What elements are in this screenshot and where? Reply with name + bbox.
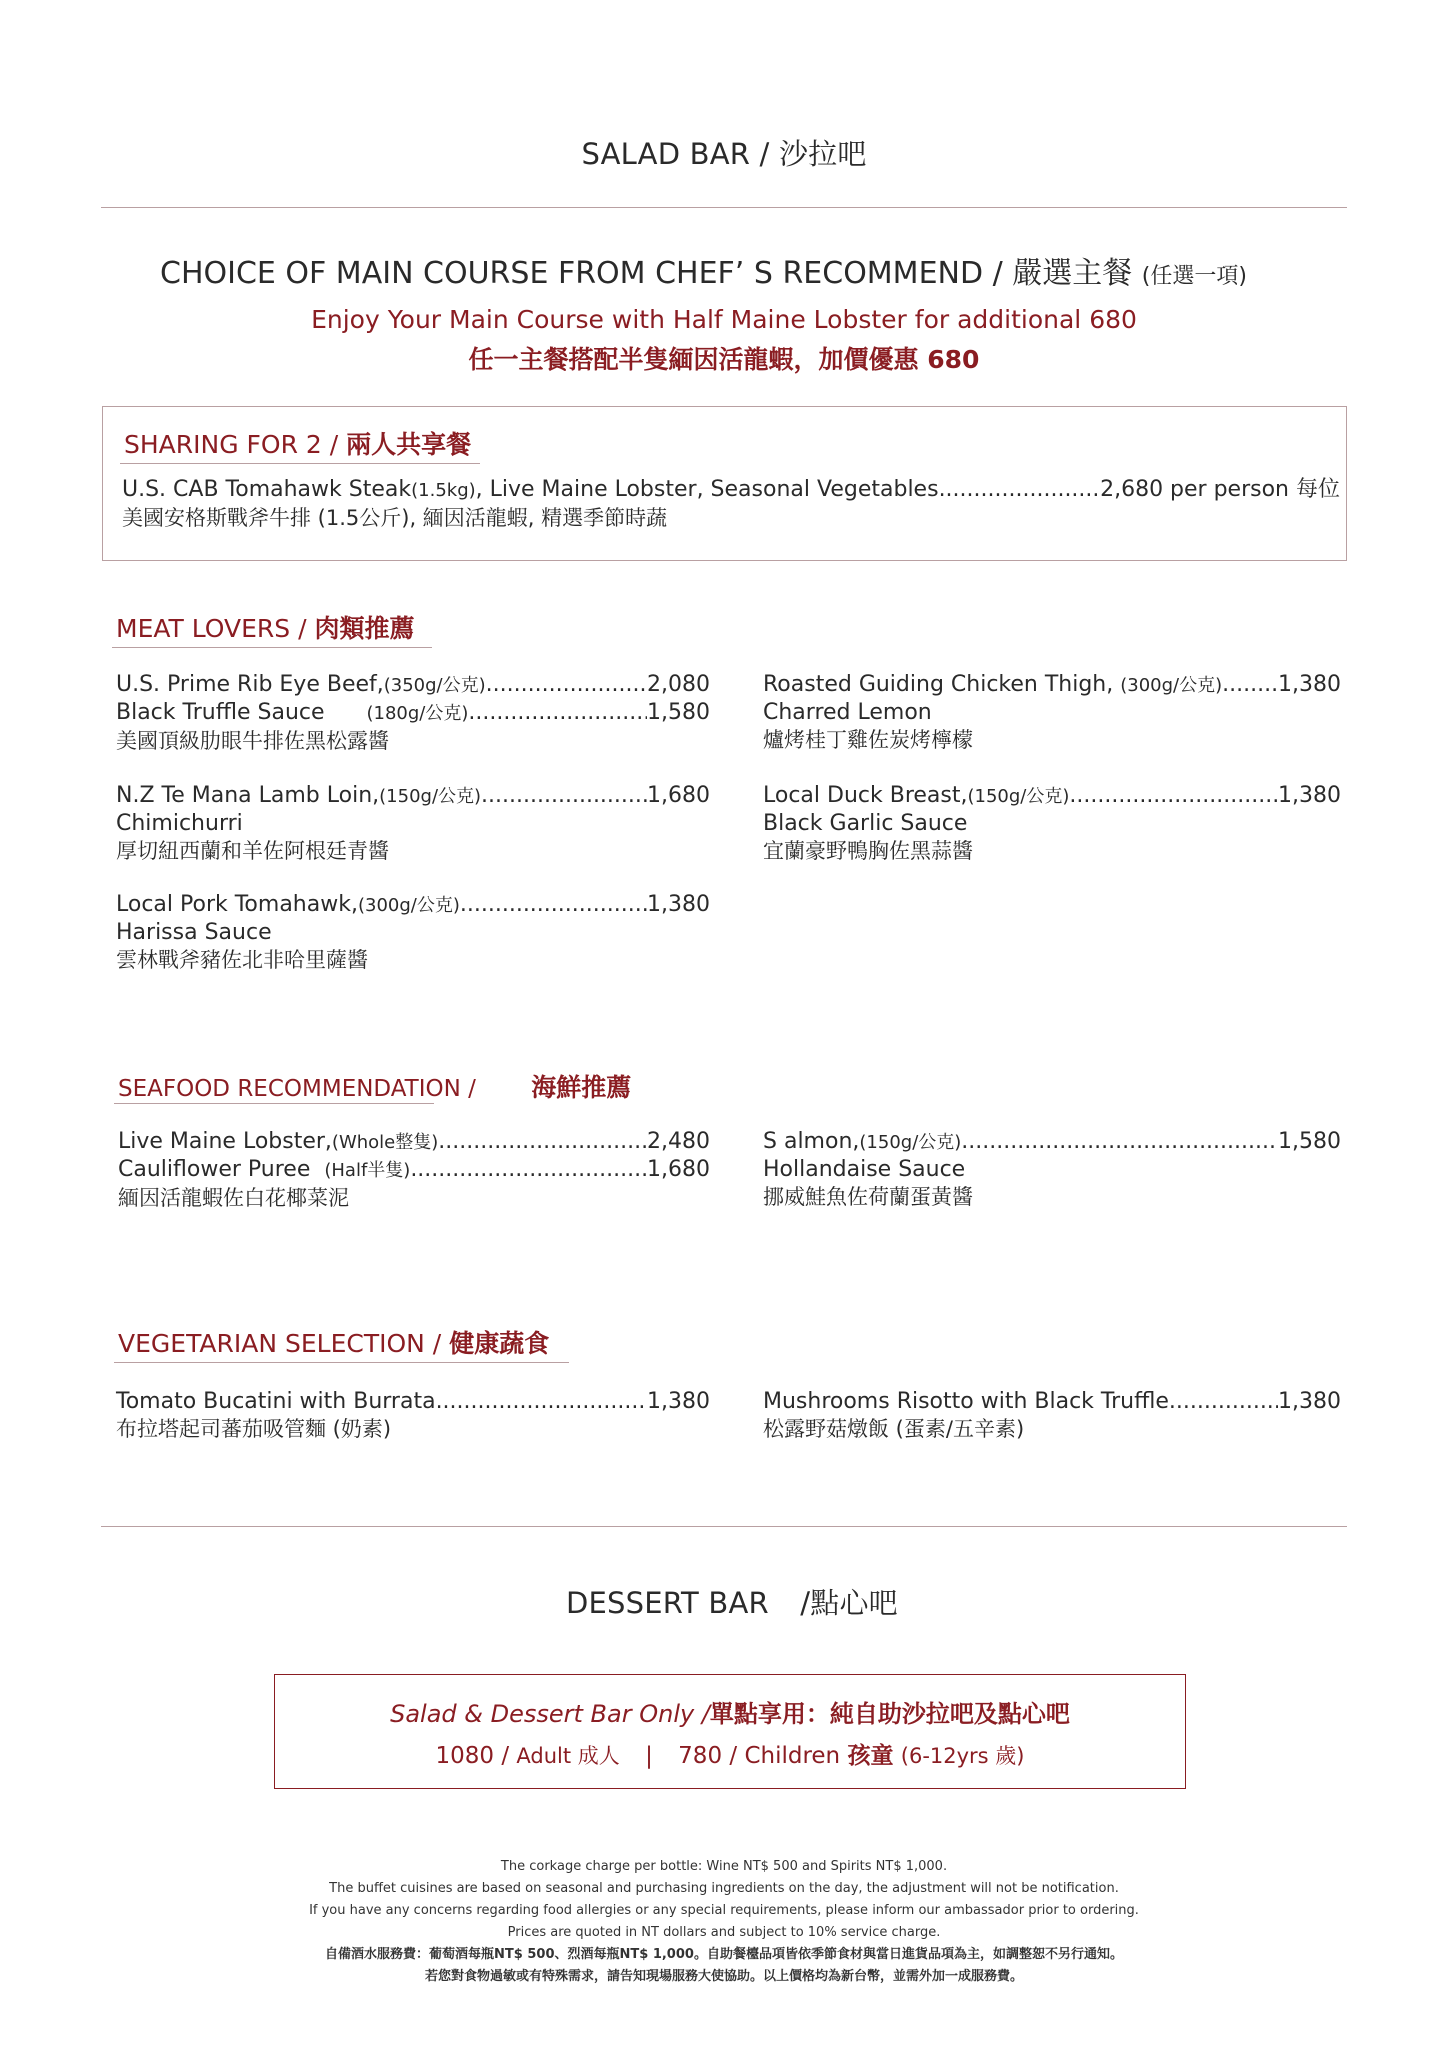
menu-item-duck: Local Duck Breast,(150g/公克) ..... 1,380 Black Garlic Sauce 宜蘭豪野鴨胸佐黑蒜醬 bbox=[763, 782, 1341, 865]
main-course-title-note: (任選一項) bbox=[1141, 264, 1247, 289]
dessert-bar-title-en: DESSERT BAR bbox=[566, 1586, 769, 1620]
lobster-offer-en: Enjoy Your Main Course with Half Maine Lobster for additional 680 bbox=[311, 305, 1137, 334]
bar-only-adult-label: Adult 成人 bbox=[516, 1744, 620, 1768]
vegetarian-heading-en: VEGETARIAN SELECTION / bbox=[118, 1329, 442, 1358]
seafood-heading-en: SEAFOOD RECOMMENDATION / bbox=[118, 1076, 476, 1102]
bar-only-adult-price: 1080 / bbox=[435, 1743, 510, 1769]
bar-only-line1 bbox=[274, 1694, 1186, 1729]
vegetarian-heading-zh: 健康蔬食 bbox=[449, 1329, 550, 1358]
sharing-heading-underline bbox=[120, 463, 480, 464]
menu-item-lobster: Live Maine Lobster,(Whole整隻) ..... 2,480 Cauliflower Puree (Half半隻) ..... 1,680 緬因活龍蝦佐白花椰菜泥 bbox=[118, 1128, 710, 1212]
menu-item-risotto: Mushrooms Risotto with Black Truffle ..... 1,380 松露野菇燉飯 (蛋素/五辛素) bbox=[763, 1388, 1341, 1443]
main-course-title-text: CHOICE OF MAIN COURSE FROM CHEF’ S RECOMMEND / 嚴選主餐 bbox=[160, 256, 1133, 291]
menu-item-ribeye: U.S. Prime Rib Eye Beef,(350g/公克) ..... 2,080 Black Truffle Sauce (180g/公克) ..... 1,580 美國頂級肋眼牛排佐黑松露醬 bbox=[116, 671, 710, 755]
bar-only-divider: | bbox=[645, 1743, 653, 1769]
footer-line-zh-2: 若您對食物過敏或有特殊需求，請告知現場服務大使協助。以上價格均為新台幣，並需外加一成服務費。 bbox=[424, 1969, 1023, 1984]
vegetarian-heading bbox=[118, 1324, 549, 1360]
dessert-bar-title-zh: /點心吧 bbox=[800, 1586, 898, 1620]
seafood-heading-underline bbox=[114, 1103, 434, 1104]
menu-item-pork: Local Pork Tomahawk,(300g/公克) ..... 1,380 Harissa Sauce 雲林戰斧豬佐北非哈里薩醬 bbox=[116, 891, 710, 974]
main-course-title bbox=[160, 248, 1360, 292]
sharing-item-zh: 美國安格斯戰斧牛排 (1.5公斤), 緬因活龍蝦, 精選季節時蔬 bbox=[122, 506, 668, 530]
sharing-item-price: 2,680 per person 每位 bbox=[1100, 477, 1340, 502]
bar-only-child-label: 孩童 bbox=[847, 1743, 894, 1769]
footer-line-zh-1: 自備酒水服務費：葡萄酒每瓶NT$ 500、烈酒每瓶NT$ 1,000。自助餐檯品項皆依季節食材與當日進貨品項為主，如調整恕不另行通知。 bbox=[325, 1947, 1123, 1962]
dessert-bar-title bbox=[566, 1581, 898, 1622]
sharing-item bbox=[122, 476, 1340, 532]
meat-heading-underline bbox=[112, 647, 432, 648]
bar-only-child-age: (6-12yrs 歲) bbox=[900, 1744, 1025, 1768]
bar-only-line1-zh: 單點享用：純自助沙拉吧及點心吧 bbox=[709, 1700, 1070, 1728]
meat-heading bbox=[116, 609, 415, 645]
salad-bar-title: SALAD BAR / 沙拉吧 bbox=[581, 137, 867, 171]
sharing-heading-en: SHARING FOR 2 / bbox=[124, 430, 339, 459]
menu-item-salmon: S almon,(150g/公克) ..... 1,580 Hollandaise Sauce 挪威鮭魚佐荷蘭蛋黃醬 bbox=[763, 1128, 1341, 1211]
divider-top bbox=[101, 207, 1347, 208]
menu-item-bucatini: Tomato Bucatini with Burrata ..... 1,380 布拉塔起司蕃茄吸管麵 (奶素) bbox=[116, 1388, 710, 1443]
bar-only-line2 bbox=[274, 1737, 1186, 1770]
footer-notes bbox=[0, 1856, 1448, 1988]
sharing-item-name: U.S. CAB Tomahawk Steak(1.5kg), Live Maine Lobster, Seasonal Vegetables bbox=[122, 477, 939, 502]
footer-line-prices: Prices are quoted in NT dollars and subject to 10% service charge. bbox=[507, 1925, 941, 1940]
vegetarian-heading-underline bbox=[114, 1362, 569, 1363]
bar-only-box bbox=[274, 1674, 1186, 1789]
meat-heading-en: MEAT LOVERS / bbox=[116, 614, 307, 643]
meat-heading-zh: 肉類推薦 bbox=[314, 614, 415, 643]
divider-bottom bbox=[101, 1526, 1347, 1527]
menu-item-chicken: Roasted Guiding Chicken Thigh, (300g/公克) ..... 1,380 Charred Lemon 爐烤桂丁雞佐炭烤檸檬 bbox=[763, 671, 1341, 754]
sharing-heading-zh: 兩人共享餐 bbox=[346, 430, 472, 459]
seafood-heading-zh: 海鮮推薦 bbox=[531, 1073, 632, 1102]
bar-only-line1-en: Salad & Dessert Bar Only / bbox=[390, 1700, 710, 1728]
sharing-heading bbox=[124, 425, 471, 461]
footer-line-allergy: If you have any concerns regarding food allergies or any special requirements, please inform our ambassador prior to ordering. bbox=[309, 1903, 1139, 1918]
footer-line-seasonal: The buffet cuisines are based on seasonal and purchasing ingredients on the day, the adjustment will not be notification. bbox=[329, 1881, 1119, 1896]
seafood-heading bbox=[118, 1068, 631, 1104]
bar-only-child-price: 780 / Children bbox=[678, 1743, 841, 1769]
footer-line-corkage: The corkage charge per bottle: Wine NT$ 500 and Spirits NT$ 1,000. bbox=[500, 1859, 948, 1874]
menu-item-lamb: N.Z Te Mana Lamb Loin,(150g/公克) ..... 1,680 Chimichurri 厚切紐西蘭和羊佐阿根廷青醬 bbox=[116, 782, 710, 865]
lobster-offer-zh: 任一主餐搭配半隻緬因活龍蝦，加價優惠 680 bbox=[468, 345, 980, 374]
